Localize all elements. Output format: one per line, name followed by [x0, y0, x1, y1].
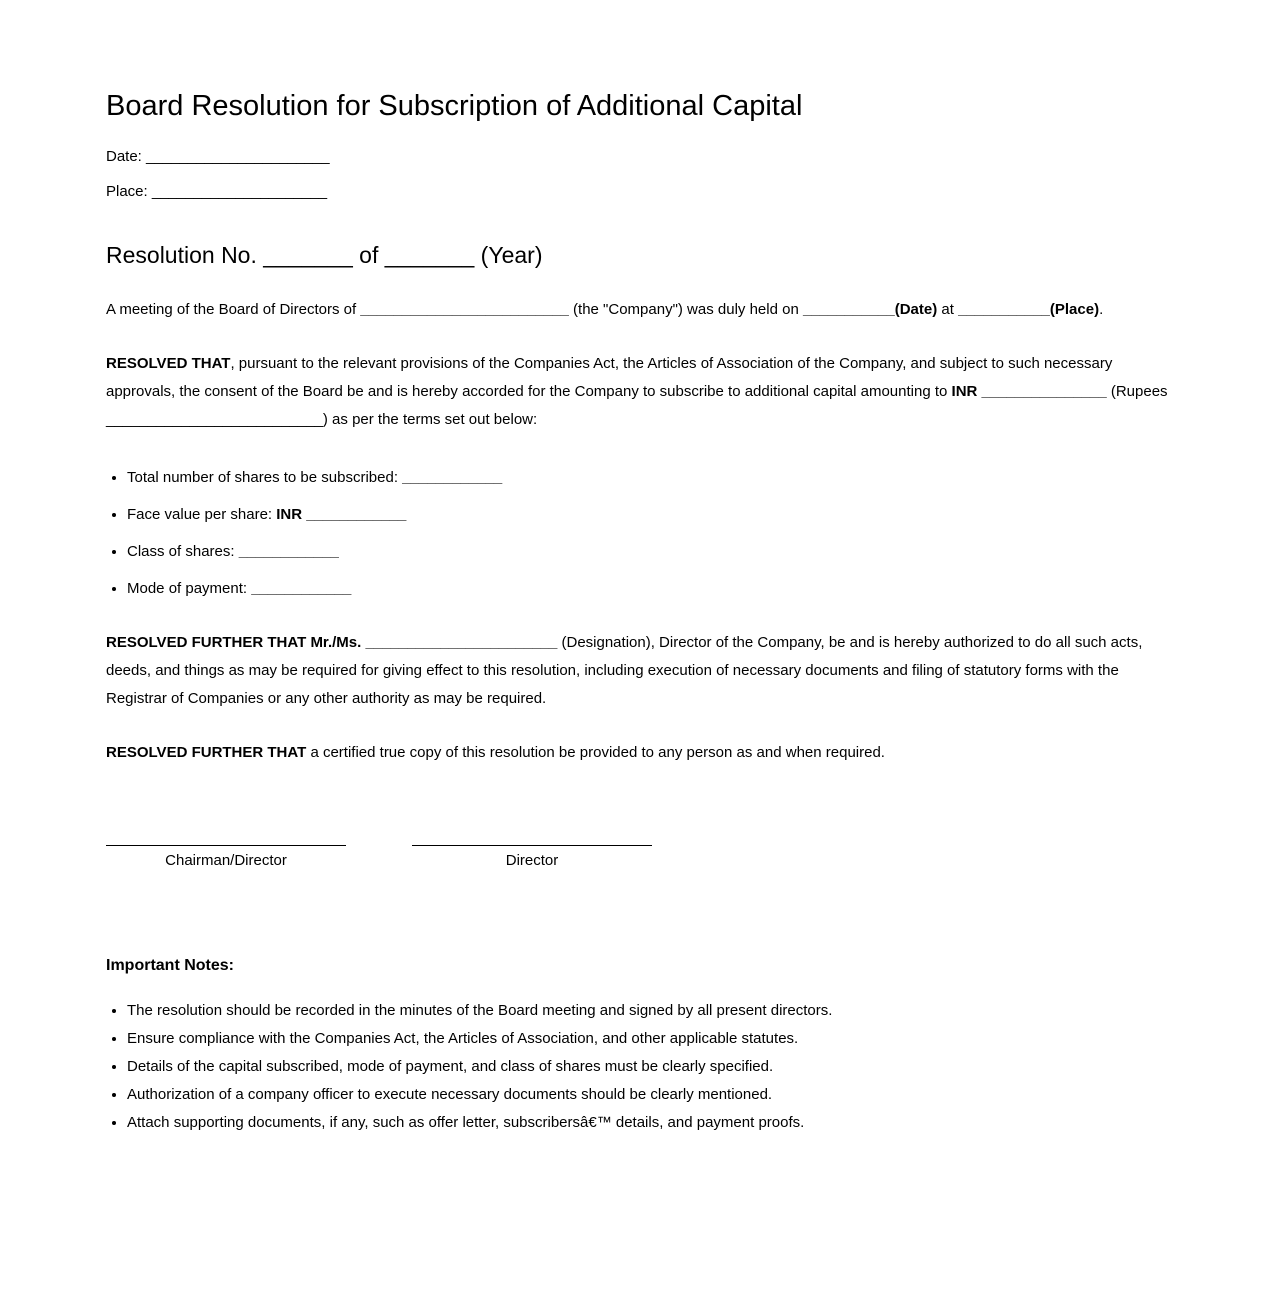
chairman-signature-label: Chairman/Director	[165, 851, 287, 869]
place-tag: (Place)	[1049, 300, 1100, 318]
meeting-text: A meeting of the Board of Directors of	[106, 300, 361, 318]
face-value-blank: INR ____________	[276, 505, 407, 523]
resolved-text: , pursuant to the relevant provisions of the Companies Act, the Articles of Association of the Company, and subject to such necessary approvals, the consent of the Board be and is hereby accorded for the Company to subscribe to additional capital amounting to	[106, 354, 1113, 400]
company-name-blank: _________________________	[360, 300, 569, 318]
note-item: • Ensure compliance with the Companies Act, the Articles of Association, and other applicable statutes.	[127, 1025, 1172, 1053]
resolved-paragraph	[106, 350, 1168, 434]
chairman-signature-line	[106, 845, 346, 846]
inr-amount-blank: INR _______________	[951, 382, 1107, 400]
list-item	[127, 464, 1172, 492]
term-label: Face value per share:	[127, 505, 277, 523]
date-line: Date: ______________________	[106, 148, 330, 166]
meeting-paragraph	[106, 296, 1168, 324]
meeting-date-blank: ___________	[802, 300, 895, 318]
director-signature-line	[412, 845, 652, 846]
terms-list	[106, 464, 1172, 603]
resolution-number-heading: Resolution No. _______ of _______ (Year)	[106, 242, 543, 269]
authorized-person-blank: RESOLVED FURTHER THAT Mr./Ms. _______________________	[106, 633, 558, 651]
chairman-signature-block	[106, 845, 346, 870]
rupees-words-blank: (Rupees __________________________) as per the terms set out below:	[106, 382, 1168, 428]
list-item	[127, 538, 1172, 566]
director-signature-block	[412, 845, 652, 870]
resolved-that-keyword: RESOLVED THAT	[106, 354, 231, 372]
signature-section	[106, 845, 1172, 870]
term-label: Total number of shares to be subscribed:	[127, 468, 403, 486]
resolved-further-1-paragraph	[106, 629, 1168, 713]
meeting-text: .	[1099, 300, 1104, 318]
meeting-place-blank: ___________	[958, 300, 1050, 318]
share-class-blank: ____________	[238, 542, 339, 560]
resolved-further-2-text: a certified true copy of this resolution be provided to any person as and when required.	[306, 743, 885, 761]
note-item: • Attach supporting documents, if any, such as offer letter, subscribersâ€™ details, and payment proofs.	[127, 1109, 1172, 1137]
place-line: Place: _____________________	[106, 183, 328, 201]
list-item	[127, 501, 1172, 529]
term-label: Class of shares:	[127, 542, 239, 560]
term-label: Mode of payment:	[127, 579, 252, 597]
resolved-further-keyword: RESOLVED FURTHER THAT	[106, 743, 307, 761]
meeting-text: at	[937, 300, 959, 318]
date-tag: (Date)	[894, 300, 938, 318]
shares-number-blank: ____________	[402, 468, 503, 486]
list-item	[127, 575, 1172, 603]
page-title: Board Resolution for Subscription of Additional Capital	[106, 90, 803, 122]
director-signature-label: Director	[505, 851, 559, 869]
resolved-further-2-paragraph	[106, 739, 1168, 767]
meeting-text: (the "Company") was duly held on	[568, 300, 803, 318]
note-item: • The resolution should be recorded in the minutes of the Board meeting and signed by all present directors.	[127, 997, 1172, 1025]
important-notes-heading: Important Notes:	[106, 956, 234, 974]
resolved-further-1-text: (Designation), Director of the Company, be and is hereby authorized to do all such acts, deeds, and things as may be required for giving effect to this resolution, including execution of necessary documents and filing of statutory forms with the Registrar of Companies or any other authority as may be required.	[106, 633, 1143, 707]
important-notes-list	[106, 997, 1172, 1137]
note-item: • Authorization of a company officer to execute necessary documents should be clearly mentioned.	[127, 1081, 1172, 1109]
payment-mode-blank: ____________	[251, 579, 352, 597]
note-item: • Details of the capital subscribed, mode of payment, and class of shares must be clearly specified.	[127, 1053, 1172, 1081]
